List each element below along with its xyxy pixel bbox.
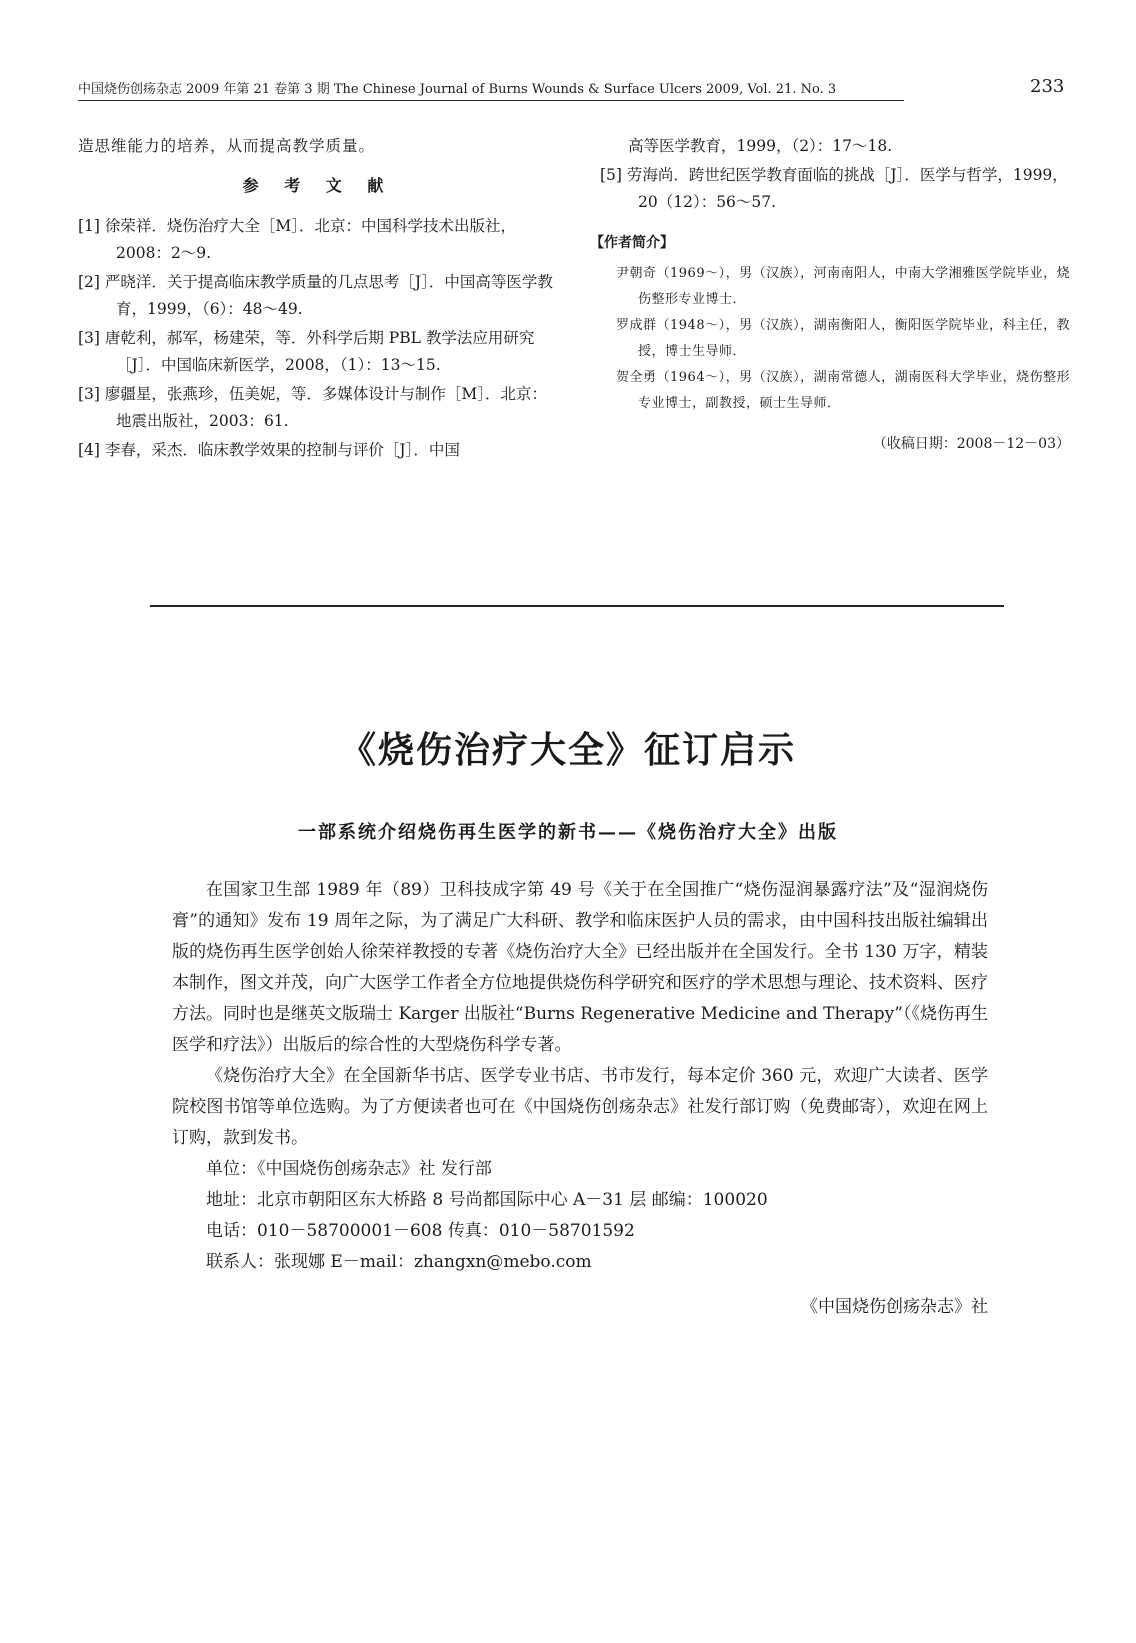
contact-phone: 电话：010－58700001－608 传真：010－58701592 — [206, 1221, 635, 1241]
notice-signature: 《中国烧伤创疡杂志》社 — [801, 1297, 988, 1317]
author-entry: 罗成群（1948～），男（汉族），湖南衡阳人，衡阳医学院毕业，科主任，教授，博士生导师． — [616, 318, 1071, 359]
contact-person: 联系人：张现娜 E－mail：zhangxn@mebo.com — [206, 1252, 592, 1272]
references-title: 参 考 文 献 — [242, 176, 394, 195]
contact-unit: 单位：《中国烧伤创疡杂志》社 发行部 — [206, 1159, 492, 1179]
received-date: （收稿日期：2008－12－03） — [872, 436, 1070, 452]
continued-text: 造思维能力的培养，从而提高教学质量。 — [78, 137, 376, 155]
reference-continuation: 高等医学教育，1999，（2）：17～18. — [628, 137, 893, 155]
author-entry: 尹朝奇（1969～），男（汉族），河南南阳人，中南大学湘雅医学院毕业，烧伤整形专业博士． — [616, 266, 1071, 307]
reference-item: [4] 李春，采杰．临床教学效果的控制与评价［J］．中国 — [78, 441, 460, 459]
reference-item: [2] 严晓洋．关于提高临床教学质量的几点思考［J］．中国高等医学教育，1999，（6）：48～49. — [78, 273, 553, 318]
contact-address: 地址：北京市朝阳区东大桥路 8 号尚都国际中心 A－31 层 邮编：100020 — [206, 1190, 768, 1210]
notice-title: 《烧伤治疗大全》征订启示 — [339, 730, 796, 771]
left-column — [78, 133, 558, 466]
reference-item: [5] 劳海尚．跨世纪医学教育面临的挑战［J］．医学与哲学，1999，20（12）：56～57. — [600, 166, 1068, 211]
notice-body — [172, 875, 988, 1340]
running-header: 中国烧伤创疡杂志 2009 年第 21 卷第 3 期 The Chinese Journal of Burns Wounds & Surface Ulcers 2009, Vol. 21. No. 3 — [78, 82, 837, 97]
author-entry: 贺全勇（1964～），男（汉族），湖南常德人，湖南医科大学毕业，烧伤整形专业博士，副教授，硕士生导师． — [616, 370, 1071, 411]
header-rule — [78, 100, 904, 101]
reference-item: [3] 唐乾利，郝军，杨建荣，等．外科学后期 PBL 教学法应用研究［J］．中国临床新医学，2008，（1）：13～15. — [78, 329, 535, 374]
right-column — [590, 133, 1082, 472]
notice-paragraph: 在国家卫生部 1989 年（89）卫科技成字第 49 号《关于在全国推广“烧伤湿润暴露疗法”及“湿润烧伤膏”的通知》发布 19 周年之际，为了满足广大科研、教学和临床医护人员的需求，由中国科技出版社编辑出版的烧伤再生医学创始人徐荣祥教授的专著《烧伤治疗大全》已经出版并在全国发行。全书 130 万字，精装本制作，图文并茂，向广大医学工作者全方位地提供烧伤科学研究和医疗的学术思想与理论、技术资料、医疗方法。同时也是继英文版瑞士 Karger 出版社“Burns Regenerative Medicine and Therapy”（《烧伤再生医学和疗法》）出版后的综合性的大型烧伤科学专著。 — [172, 880, 988, 1055]
reference-item: [3] 廖疆星，张燕珍，伍美妮，等．多媒体设计与制作［M］．北京：地震出版社，2003：61. — [78, 385, 548, 430]
page-number: 233 — [1030, 76, 1065, 97]
notice-paragraph: 《烧伤治疗大全》在全国新华书店、医学专业书店、书市发行，每本定价 360 元，欢迎广大读者、医学院校图书馆等单位选购。为了方便读者也可在《中国烧伤创疡杂志》社发行部订购（免费邮寄），欢迎在网上订购，款到发书。 — [172, 1066, 988, 1148]
section-divider — [150, 605, 1004, 607]
reference-item: [1] 徐荣祥．烧伤治疗大全［M］．北京：中国科学技术出版社，2008：2～9. — [78, 217, 517, 262]
author-intro-title: 【作者简介】 — [590, 235, 674, 251]
notice-subtitle: 一部系统介绍烧伤再生医学的新书——《烧伤治疗大全》出版 — [298, 822, 838, 843]
